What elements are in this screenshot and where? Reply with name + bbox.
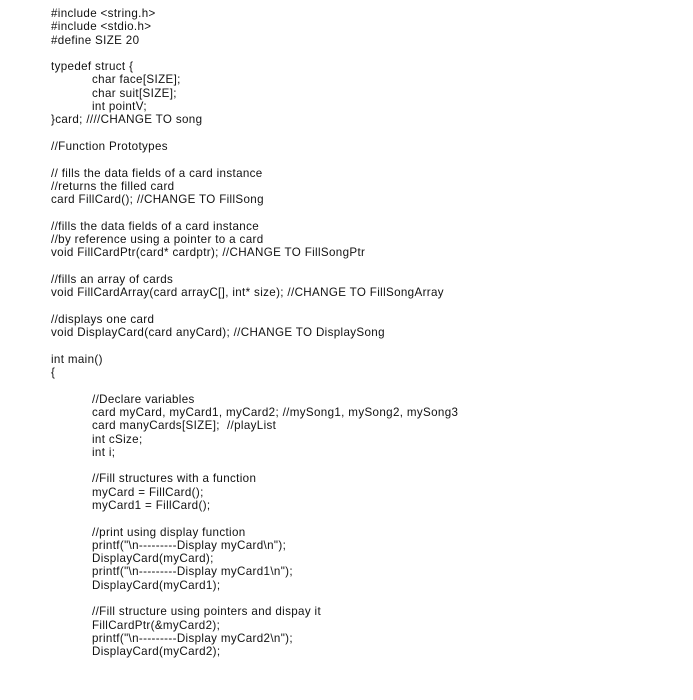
code-line: printf("\n---------Display myCard1\n"); [92, 565, 293, 579]
code-line: //by reference using a pointer to a card [51, 233, 264, 247]
code-line: //fills an array of cards [51, 272, 174, 286]
code-line: typedef struct { [51, 60, 134, 74]
code-line: int pointV; [92, 100, 147, 114]
blank-line [51, 206, 686, 219]
code-line: FillCardPtr(&myCard2); [92, 618, 221, 632]
code-line: void FillCardPtr(card* cardptr); //CHANGE TO FillSongPtr [51, 246, 366, 260]
blank-line [51, 459, 686, 472]
code-line: //print using display function [92, 525, 246, 539]
code-line: char suit[SIZE]; [92, 86, 177, 100]
blank-line [51, 512, 686, 525]
code-line: //Fill structures with a function [92, 472, 257, 486]
code-listing [51, 7, 686, 659]
blank-line [51, 592, 686, 605]
code-line: //fills the data fields of a card instance [51, 219, 260, 233]
blank-line [51, 339, 686, 352]
code-line: DisplayCard(myCard); [92, 552, 214, 566]
code-line: #define SIZE 20 [51, 33, 140, 47]
code-line: //Declare variables [92, 392, 195, 406]
code-line: { [51, 366, 56, 380]
code-line: //returns the filled card [51, 179, 175, 193]
blank-line [51, 379, 686, 392]
blank-line [51, 127, 686, 140]
code-line: //Function Prototypes [51, 139, 168, 153]
code-line: card myCard, myCard1, myCard2; //mySong1, mySong2, mySong3 [92, 405, 459, 419]
code-line: card manyCards[SIZE]; //playList [92, 419, 277, 433]
code-line: }card; ////CHANGE TO song [51, 113, 203, 127]
code-line: // fills the data fields of a card instance [51, 166, 263, 180]
code-line: int main() [51, 352, 103, 366]
blank-line [51, 153, 686, 166]
code-line: myCard = FillCard(); [92, 485, 204, 499]
code-line: int cSize; [92, 432, 143, 446]
blank-line [51, 47, 686, 60]
code-line: printf("\n---------Display myCard\n"); [92, 538, 287, 552]
code-line: #include <string.h> [51, 7, 156, 20]
code-line: #include <stdio.h> [51, 20, 152, 34]
blank-line [51, 260, 686, 273]
code-line: DisplayCard(myCard2); [92, 645, 221, 659]
code-line: DisplayCard(myCard1); [92, 578, 221, 592]
code-line: void FillCardArray(card arrayC[], int* size); //CHANGE TO FillSongArray [51, 286, 444, 300]
code-line: char face[SIZE]; [92, 73, 181, 87]
code-line: int i; [92, 445, 116, 459]
code-line: myCard1 = FillCard(); [92, 498, 211, 512]
code-line: //displays one card [51, 312, 155, 326]
code-line: void DisplayCard(card anyCard); //CHANGE TO DisplaySong [51, 326, 385, 340]
code-line: printf("\n---------Display myCard2\n"); [92, 631, 293, 645]
blank-line [51, 300, 686, 313]
code-line: //Fill structure using pointers and dispay it [92, 605, 322, 619]
code-line: card FillCard(); //CHANGE TO FillSong [51, 193, 264, 207]
